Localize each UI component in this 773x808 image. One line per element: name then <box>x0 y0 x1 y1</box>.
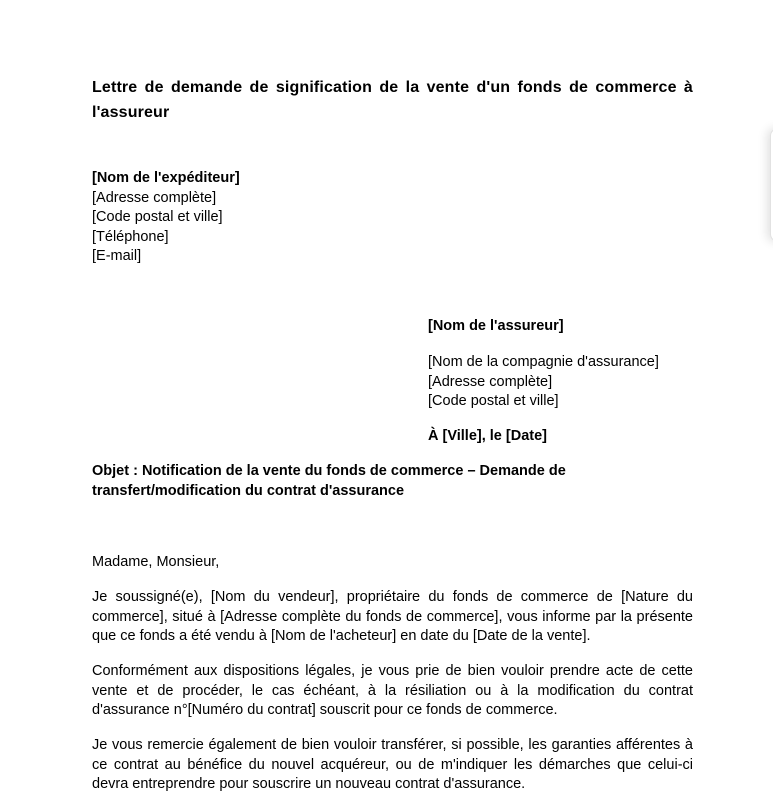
subject-line: Objet : Notification de la vente du fonds de commerce – Demande de transfert/modification du contrat d'assurance <box>92 463 566 499</box>
sender-phone: [Téléphone] <box>92 228 169 245</box>
sender-block <box>92 169 693 267</box>
sender-name: [Nom de l'expéditeur] <box>92 170 240 186</box>
paragraph-1: Je soussigné(e), [Nom du vendeur], propriétaire du fonds de commerce de [Nature du commerce], situé à [Adresse complète du fonds de commerce], vous informe par la présente que ce fonds a été vendu à [Nom de l'acheteur] en date du [Date de la vente]. <box>92 589 693 645</box>
document-title: Lettre de demande de signification de la vente d'un fonds de commerce à l'assureur <box>92 79 693 121</box>
recipient-company: [Nom de la compagnie d'assurance] <box>428 354 659 370</box>
recipient-postal-city: [Code postal et ville] <box>428 393 559 410</box>
recipient-address: [Adresse complète] <box>428 373 553 390</box>
recipient-address-block <box>428 353 659 412</box>
salutation: Madame, Monsieur, <box>92 554 220 570</box>
sender-email: [E-mail] <box>92 248 142 265</box>
place-date: À [Ville], le [Date] <box>428 428 547 444</box>
paragraph-2: Conformément aux dispositions légales, je vous prie de bien vouloir prendre acte de cette vente et de procéder, le cas échéant, à la résiliation ou à la modification du contrat d'assurance n°[Numéro du contrat] souscrit pour ce fonds de commerce. <box>92 663 693 719</box>
sender-address: [Adresse complète] <box>92 189 217 206</box>
sender-postal-city: [Code postal et ville] <box>92 209 223 226</box>
paragraph-3: Je vous remercie également de bien vouloir transférer, si possible, les garanties afférentes à ce contrat au bénéfice du nouvel acquéreur, ou de m'indiquer les démarches que celui-ci devra entreprendre pour souscrire un nouveau contrat d'assurance. <box>92 737 693 793</box>
recipient-name: [Nom de l'assureur] <box>428 318 564 334</box>
